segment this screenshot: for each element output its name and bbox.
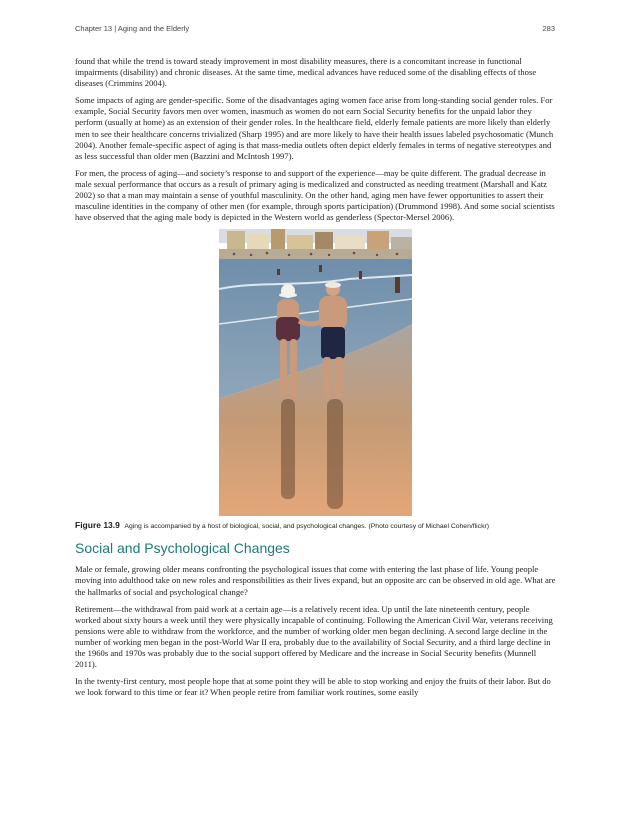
figure-13-9 bbox=[75, 229, 556, 530]
page-number: 283 bbox=[542, 24, 555, 33]
paragraph: found that while the trend is toward steady improvement in most disability measures, there is a concomitant increase in functional impairments (disability) and chronic diseases. At the same time, medical advances have reduced some of the disabling effects of those diseases (Crimmins 2004). bbox=[75, 56, 537, 89]
paragraph: Some impacts of aging are gender-specific. Some of the disadvantages aging women face arise from long-standing social gender roles. For example, Social Security favors men over women, inasmuch as women do not earn Social Security benefits for the unpaid labor they perform (usually at home) as an extension of their gender roles. In the healthcare field, elderly female patients are more likely than elderly men to see their healthcare concerns trivialized (Sharp 1995) and are more likely to have their health issues labeled psychosomatic (Munch 2004). Another female-specific aspect of aging is that mass-media outlets often depict elderly females in terms of negative stereotypes and as less successful than older men (Bazzini and McIntosh 1997). bbox=[75, 95, 554, 161]
paragraph: Male or female, growing older means confronting the psychological issues that come with entering the last phase of life. Young people moving into adulthood take on new roles and responsibilities as their lives expand, but an opposite arc can be observed in old age. What are the hallmarks of social and psychological change? bbox=[75, 564, 556, 597]
figure-label: Figure 13.9 bbox=[75, 520, 120, 531]
elderly-couple-beach-image bbox=[219, 229, 412, 516]
figure-caption bbox=[75, 520, 556, 530]
section-heading: Social and Psychological Changes bbox=[75, 540, 290, 557]
chapter-title: Chapter 13 | Aging and the Elderly bbox=[75, 24, 190, 33]
beach-photo bbox=[219, 229, 412, 516]
figure-caption-text: Aging is accompanied by a host of biological, social, and psychological changes. (Photo courtesy of Michael Cohen/flickr) bbox=[124, 523, 489, 531]
page-content bbox=[75, 56, 556, 704]
page-header bbox=[75, 24, 555, 33]
paragraph: In the twenty-first century, most people hope that at some point they will be able to stop working and enjoy the fruits of their labor. But do we look forward to this time or fear it? When people retire from familiar work routines, some easily bbox=[75, 676, 551, 698]
paragraph: For men, the process of aging—and society’s response to and support of the experience—may be quite different. The gradual decrease in male sexual performance that occurs as a result of primary aging is medicalized and constructed as needing treatment (Marshall and Katz 2002) so that a man may maintain a sense of youthful masculinity. On the other hand, aging men have fewer opportunities to assert their masculine identities in the company of other men (for example, through sports participation) (Drummond 1998). And some social scientists have observed that the aging male body is depicted in the Western world as genderless (Spector-Mersel 2006). bbox=[75, 167, 555, 223]
paragraph: Retirement—the withdrawal from paid work at a certain age—is a relatively recent idea. Up until the late nineteenth century, people worked about sixty hours a week until they were physically incapable of continuing. Following the American Civil War, veterans receiving pensions were able to withdraw from the workforce, and the number of working older men began declining. A second large decline in the number of working men began in the post-World War II era, probably due to the availability of Social Security, and a third large decline in the 1960s and 1970s was probably due to the social support offered by Medicare and the increase in Social Security benefits (Munnell 2011). bbox=[75, 603, 553, 670]
